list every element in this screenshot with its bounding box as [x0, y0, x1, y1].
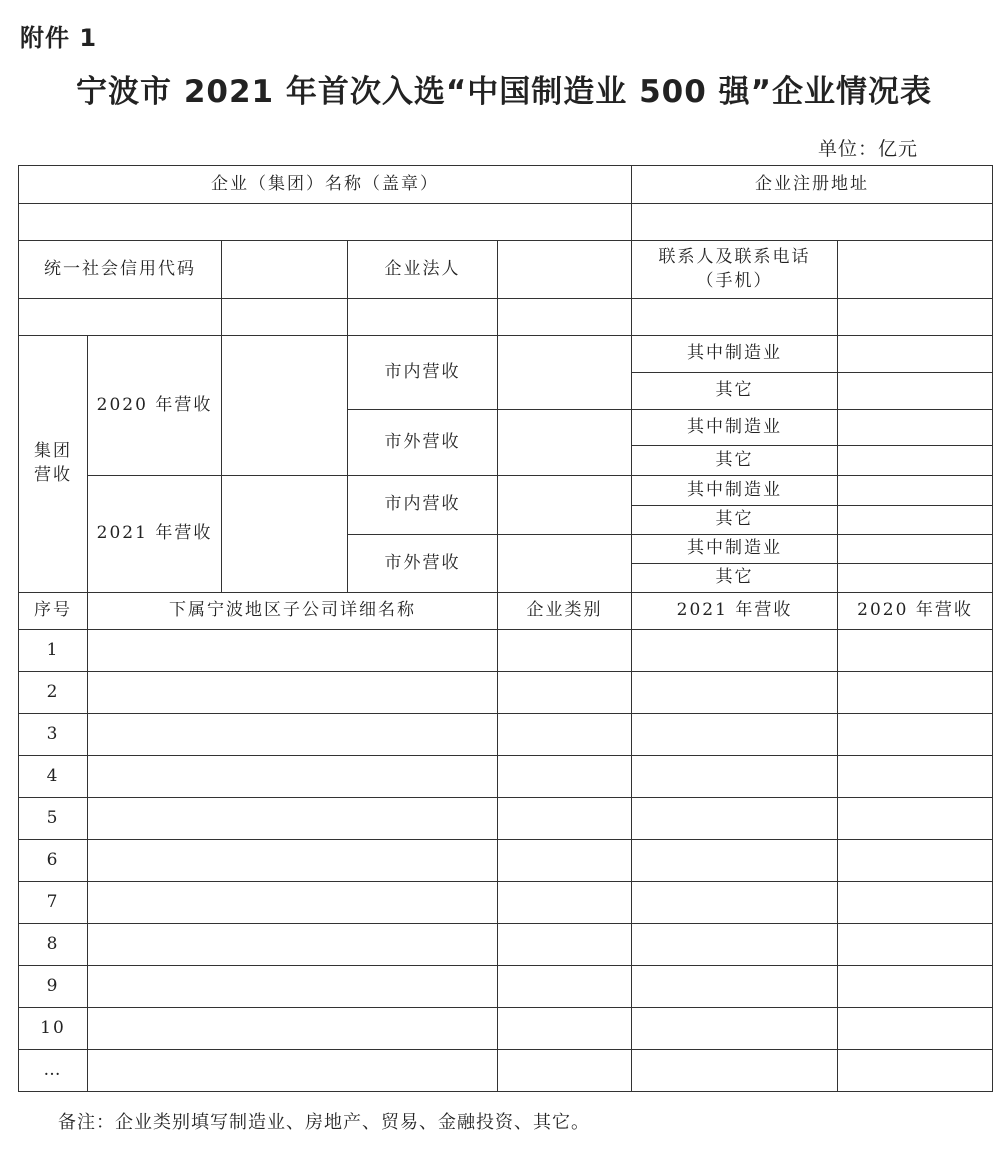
col-rev-2021-header: 2021 年营收 [632, 593, 838, 630]
sub-name-cell[interactable] [88, 924, 498, 966]
subsidiary-row [19, 966, 993, 1008]
rev-2021-out-city-mfg-label: 其中制造业 [632, 535, 838, 564]
address-header: 企业注册地址 [632, 166, 993, 204]
subsidiary-row [19, 714, 993, 756]
subsidiary-row [19, 924, 993, 966]
group-revenue-line2: 营收 [34, 465, 72, 485]
row-number: 8 [19, 924, 88, 966]
subsidiary-row [19, 630, 993, 672]
category-cell[interactable] [498, 756, 632, 798]
rev-2021-in-city-other-value[interactable] [838, 506, 993, 535]
rev-2020-cell[interactable] [838, 630, 993, 672]
row-number: 5 [19, 798, 88, 840]
rev-2020-in-city-mfg-value[interactable] [838, 336, 993, 373]
rev-2020-cell[interactable] [838, 966, 993, 1008]
sub-name-cell[interactable] [88, 756, 498, 798]
subsidiary-rows [19, 630, 993, 1092]
row-number: 1 [19, 630, 88, 672]
rev-2021-cell[interactable] [632, 966, 838, 1008]
contact-header-line1: 联系人及联系电话 [658, 246, 811, 267]
rev-2020-cell[interactable] [838, 924, 993, 966]
rev-2021-label: 2021 年营收 [88, 476, 222, 593]
legal-person-header: 企业法人 [348, 241, 498, 299]
rev-2021-out-city-mfg-value[interactable] [838, 535, 993, 564]
sub-name-cell[interactable] [88, 798, 498, 840]
category-cell[interactable] [498, 798, 632, 840]
group-revenue-line1: 集团 [34, 441, 72, 462]
rev-2020-cell[interactable] [838, 672, 993, 714]
subsidiary-row [19, 756, 993, 798]
row-number: 3 [19, 714, 88, 756]
credit-code-header: 统一社会信用代码 [19, 241, 222, 299]
rev-2021-cell[interactable] [632, 1008, 838, 1050]
rev-2021-out-city-label: 市外营收 [348, 535, 498, 593]
rev-2020-out-city-mfg-value[interactable] [838, 410, 993, 446]
rev-2020-in-city-other-value[interactable] [838, 373, 993, 410]
contact-field[interactable] [838, 241, 993, 299]
credit-code-field[interactable] [222, 241, 348, 299]
rev-2020-cell[interactable] [838, 798, 993, 840]
contact-header [632, 241, 838, 299]
rev-2021-in-city-other-label: 其它 [632, 506, 838, 535]
subsidiary-row [19, 798, 993, 840]
rev-2021-cell[interactable] [632, 630, 838, 672]
legal-person-field[interactable] [498, 241, 632, 299]
blank-cell[interactable] [222, 299, 348, 336]
sub-name-cell[interactable] [88, 966, 498, 1008]
subsidiary-row [19, 1008, 993, 1050]
rev-2021-cell[interactable] [632, 798, 838, 840]
rev-2020-label: 2020 年营收 [88, 336, 222, 476]
rev-2021-out-city-other-value[interactable] [838, 564, 993, 593]
company-info-form [18, 165, 993, 1092]
row-number: … [19, 1050, 88, 1092]
category-cell[interactable] [498, 840, 632, 882]
col-category-header: 企业类别 [498, 593, 632, 630]
contact-header-line2: （手机） [696, 270, 773, 291]
company-name-header: 企业（集团）名称（盖章） [19, 166, 632, 204]
rev-2021-out-city-value[interactable] [498, 535, 632, 593]
rev-2021-in-city-mfg-label: 其中制造业 [632, 476, 838, 506]
rev-2021-cell[interactable] [632, 1050, 838, 1092]
sub-name-cell[interactable] [88, 882, 498, 924]
blank-cell[interactable] [838, 299, 993, 336]
rev-2020-in-city-other-label: 其它 [632, 373, 838, 410]
col-sub-name-header: 下属宁波地区子公司详细名称 [88, 593, 498, 630]
sub-name-cell[interactable] [88, 840, 498, 882]
subsidiary-row [19, 840, 993, 882]
rev-2021-value[interactable] [222, 476, 348, 593]
row-number: 2 [19, 672, 88, 714]
rev-2020-cell[interactable] [838, 882, 993, 924]
rev-2021-out-city-other-label: 其它 [632, 564, 838, 593]
page-title: 宁波市 2021 年首次入选“中国制造业 500 强”企业情况表 [76, 74, 932, 110]
rev-2021-cell[interactable] [632, 756, 838, 798]
subsidiary-row [19, 1050, 993, 1092]
col-seq-header: 序号 [19, 593, 88, 630]
rev-2021-in-city-label: 市内营收 [348, 476, 498, 535]
rev-2020-out-city-label: 市外营收 [348, 410, 498, 476]
sub-name-cell[interactable] [88, 630, 498, 672]
blank-cell[interactable] [498, 299, 632, 336]
rev-2020-cell[interactable] [838, 840, 993, 882]
group-revenue-label [19, 336, 88, 593]
category-cell[interactable] [498, 882, 632, 924]
credit-code-value[interactable] [19, 299, 222, 336]
rev-2021-cell[interactable] [632, 672, 838, 714]
contact-value[interactable] [632, 299, 838, 336]
rev-2020-in-city-label: 市内营收 [348, 336, 498, 410]
subsidiary-row [19, 672, 993, 714]
rev-2021-cell[interactable] [632, 714, 838, 756]
sub-name-cell[interactable] [88, 672, 498, 714]
rev-2020-in-city-mfg-label: 其中制造业 [632, 336, 838, 373]
legal-person-value[interactable] [348, 299, 498, 336]
category-cell[interactable] [498, 630, 632, 672]
company-name-field[interactable] [19, 204, 632, 241]
rev-2020-out-city-other-label: 其它 [632, 446, 838, 476]
row-number: 7 [19, 882, 88, 924]
category-cell[interactable] [498, 966, 632, 1008]
row-number: 10 [19, 1008, 88, 1050]
row-number: 9 [19, 966, 88, 1008]
unit-label: 单位：亿元 [818, 138, 919, 160]
category-cell[interactable] [498, 672, 632, 714]
address-field[interactable] [632, 204, 993, 241]
rev-2021-in-city-mfg-value[interactable] [838, 476, 993, 506]
rev-2021-cell[interactable] [632, 882, 838, 924]
rev-2020-in-city-value[interactable] [498, 336, 632, 410]
footnote: 备注：企业类别填写制造业、房地产、贸易、金融投资、其它。 [58, 1112, 590, 1133]
rev-2020-out-city-mfg-label: 其中制造业 [632, 410, 838, 446]
attachment-label: 附件 1 [20, 24, 98, 52]
rev-2020-value[interactable] [222, 336, 348, 476]
row-number: 4 [19, 756, 88, 798]
subsidiary-row [19, 882, 993, 924]
rev-2020-cell[interactable] [838, 1050, 993, 1092]
rev-2020-out-city-value[interactable] [498, 410, 632, 476]
rev-2021-cell[interactable] [632, 840, 838, 882]
col-rev-2020-header: 2020 年营收 [838, 593, 993, 630]
category-cell[interactable] [498, 714, 632, 756]
category-cell[interactable] [498, 1008, 632, 1050]
category-cell[interactable] [498, 1050, 632, 1092]
rev-2020-cell[interactable] [838, 1008, 993, 1050]
row-number: 6 [19, 840, 88, 882]
category-cell[interactable] [498, 924, 632, 966]
rev-2021-in-city-value[interactable] [498, 476, 632, 535]
sub-name-cell[interactable] [88, 714, 498, 756]
sub-name-cell[interactable] [88, 1008, 498, 1050]
rev-2020-cell[interactable] [838, 756, 993, 798]
sub-name-cell[interactable] [88, 1050, 498, 1092]
rev-2020-cell[interactable] [838, 714, 993, 756]
rev-2021-cell[interactable] [632, 924, 838, 966]
rev-2020-out-city-other-value[interactable] [838, 446, 993, 476]
